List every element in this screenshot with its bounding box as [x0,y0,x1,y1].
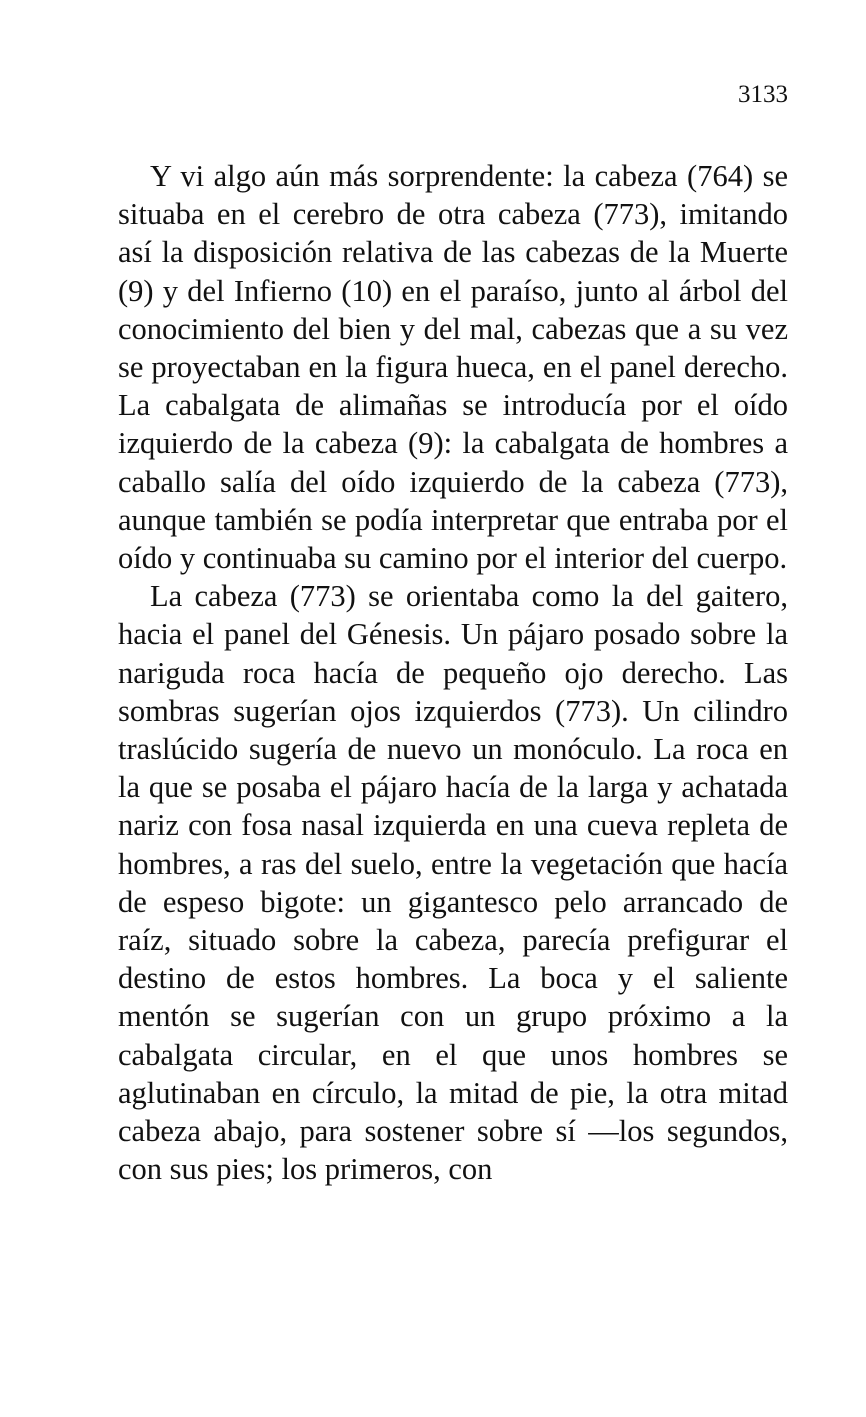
body-text [118,157,788,1188]
paragraph-1: Y vi algo aún más sorprendente: la cabeza (764) se situaba en el cerebro de otra cabeza (773), imitando así la disposición relativa de las cabezas de la Muerte (9) y del Infierno (10) en el paraíso, junto al árbol del conocimiento del bien y del mal, cabezas que a su vez se proyectaban en la figura hueca, en el panel derecho. La cabalgata de alimañas se introducía por el oído izquierdo de la cabeza (9): la cabalgata de hombres a caballo salía del oído izquierdo de la cabeza (773), aunque también se podía interpretar que entraba por el oído y continuaba su camino por el interior del cuerpo. [118,159,788,576]
page-number: 3133 [738,81,788,108]
paragraph-2: La cabeza (773) se orientaba como la del gaitero, hacia el panel del Génesis. Un pájaro posado sobre la nariguda roca hacía de pequeño ojo derecho. Las sombras sugerían ojos izquierdos (773). Un cilindro traslúcido sugería de nuevo un monóculo. La roca en la que se posaba el pájaro hacía de la larga y achatada nariz con fosa nasal izquierda en una cueva repleta de hombres, a ras del suelo, entre la vegetación que hacía de espeso bigote: un gigantesco pelo arrancado de raíz, situado sobre la cabeza, parecía prefigurar el destino de estos hombres. La boca y el saliente mentón se sugerían con un grupo próximo a la cabalgata circular, en el que unos hombres se aglutinaban en círculo, la mitad de pie, la otra mitad cabeza abajo, para sostener sobre sí —los segundos, con sus pies; los primeros, con [118,579,788,1187]
